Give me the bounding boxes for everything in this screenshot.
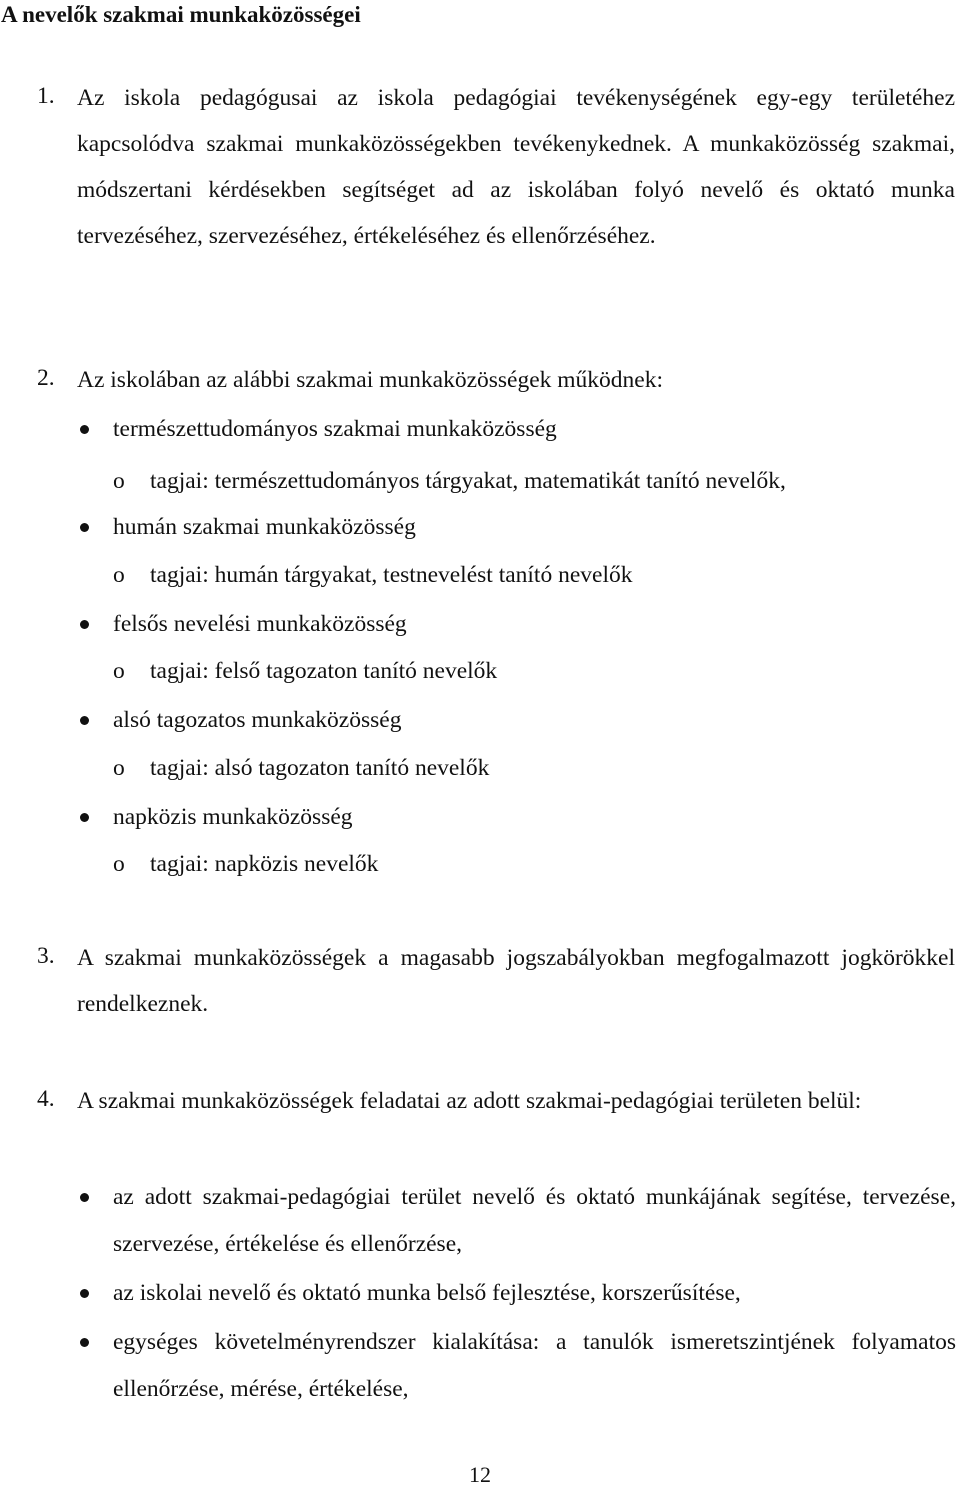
item-number: 1. [37, 83, 55, 109]
circle-bullet-icon: o [113, 562, 125, 588]
list-subitem [113, 562, 632, 589]
numbered-item-4 [37, 1078, 955, 1124]
list-subitem [113, 755, 489, 782]
group-members: tagjai: felső tagozaton tanító nevelők [150, 658, 498, 684]
task-text: az iskolai nevelő és oktató munka belső fejlesztése, korszerűsítése, [113, 1280, 741, 1306]
group-name: humán szakmai munkaközösség [113, 514, 416, 540]
bullet-icon [80, 1193, 89, 1202]
bullet-icon [80, 620, 89, 629]
task-text: egységes követelményrendszer kialakítása: a tanulók ismeretszintjének folyamatos ellenőrzése, mérése, értékelése, [113, 1329, 956, 1402]
circle-bullet-icon: o [113, 658, 125, 684]
bullet-icon [80, 425, 89, 434]
list-item [80, 601, 956, 648]
group-name: felsős nevelési munkaközösség [113, 611, 407, 637]
item-text: A szakmai munkaközösségek feladatai az adott szakmai-pedagógiai területen belül: [77, 1088, 862, 1114]
circle-bullet-icon: o [113, 755, 125, 781]
group-members: tagjai: napközis nevelők [150, 851, 379, 877]
numbered-item-2 [37, 357, 955, 403]
list-item [80, 794, 956, 841]
item-number: 4. [37, 1086, 55, 1112]
numbered-item-3 [37, 935, 955, 1027]
item-text: Az iskola pedagógusai az iskola pedagógiai tevékenységének egy-egy területéhez kapcsolódva szakmai munkaközösségekben tevékenykednek. A munkaközösség szakmai, módszertani kérdésekben segítséget ad az iskolában folyó nevelő és oktató munka tervezéséhez, szervezéséhez, értékeléséhez és ellenőrzéséhez. [77, 85, 955, 249]
bullet-icon [80, 523, 89, 532]
task-text: az adott szakmai-pedagógiai terület nevelő és oktató munkájának segítése, tervezése, szervezése, értékelése és ellenőrzése, [113, 1184, 956, 1257]
item-text: Az iskolában az alábbi szakmai munkaközösségek működnek: [77, 367, 664, 393]
item-number: 2. [37, 365, 55, 391]
bullet-icon [80, 1338, 89, 1347]
list-subitem [113, 468, 786, 495]
bullet-icon [80, 716, 89, 725]
group-name: alsó tagozatos munkaközösség [113, 707, 402, 733]
list-item [80, 1174, 956, 1268]
section-title: A nevelők szakmai munkaközösségei [1, 2, 361, 27]
page-number: 12 [469, 1462, 491, 1487]
group-name: napközis munkaközösség [113, 804, 353, 830]
item-text: A szakmai munkaközösségek a magasabb jogszabályokban megfogalmazott jogkörökkel rendelkeznek. [77, 945, 955, 1017]
numbered-item-1 [37, 75, 955, 259]
bullet-icon [80, 1289, 89, 1298]
bullet-icon [80, 813, 89, 822]
list-item [80, 697, 956, 744]
list-item [80, 1270, 956, 1317]
list-item [80, 1319, 956, 1413]
circle-bullet-icon: o [113, 851, 125, 877]
circle-bullet-icon: o [113, 468, 125, 494]
list-item [80, 406, 956, 453]
item-number: 3. [37, 943, 55, 969]
list-item [80, 504, 956, 551]
group-members: tagjai: természettudományos tárgyakat, matematikát tanító nevelők, [150, 468, 786, 494]
list-subitem [113, 851, 378, 878]
list-subitem [113, 658, 497, 685]
group-name: természettudományos szakmai munkaközösség [113, 416, 557, 442]
group-members: tagjai: humán tárgyakat, testnevelést tanító nevelők [150, 562, 633, 588]
group-members: tagjai: alsó tagozaton tanító nevelők [150, 755, 490, 781]
